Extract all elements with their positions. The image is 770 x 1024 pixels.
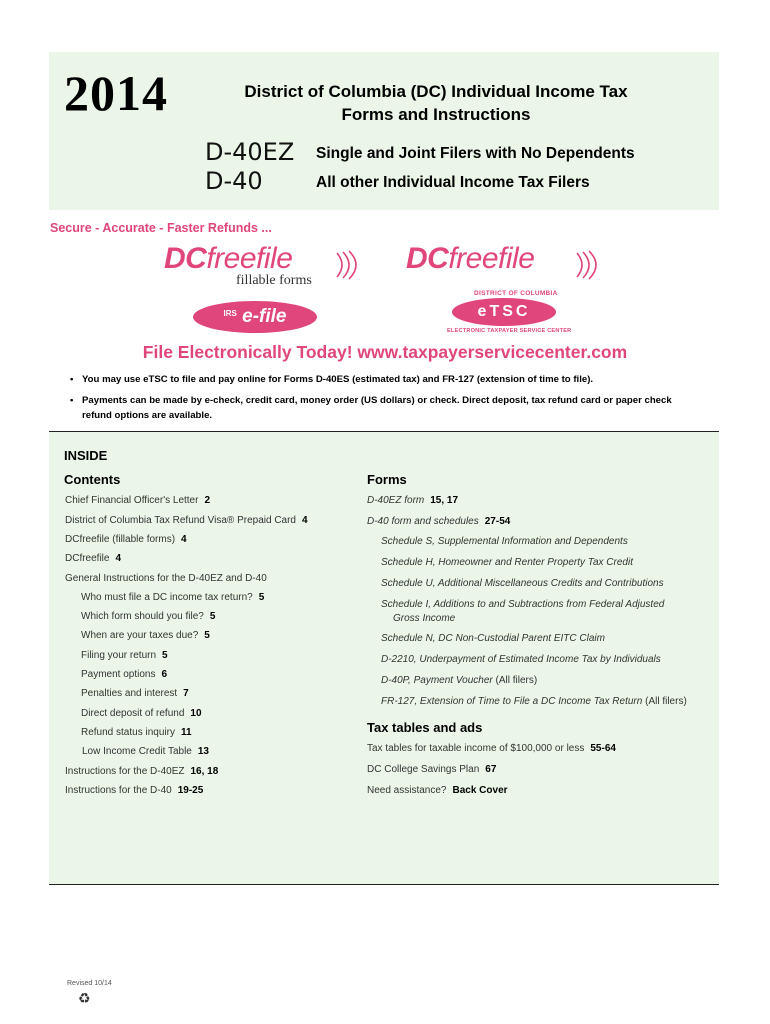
forms-item[interactable]: Schedule U, Additional Miscellaneous Credits and Contributions xyxy=(381,578,664,589)
signal-arcs-icon xyxy=(333,249,369,281)
title-line-2: Forms and Instructions xyxy=(341,105,531,124)
bullet-item: • Payments can be made by e-check, credit card, money order (US dollars) or check. Direct deposit, tax refund card or paper check refund options are available. xyxy=(70,393,690,424)
forms-item[interactable]: Schedule H, Homeowner and Renter Property Tax Credit xyxy=(381,557,633,568)
form-desc-d40: All other Individual Income Tax Filers xyxy=(316,174,590,191)
forms-item[interactable]: D-2210, Underpayment of Estimated Income Tax by Individuals xyxy=(381,654,661,665)
forms-item[interactable]: Schedule S, Supplemental Information and Dependents xyxy=(381,536,628,547)
signal-arcs-icon xyxy=(573,249,609,281)
contents-item[interactable]: When are your taxes due? 5 xyxy=(81,630,210,641)
file-electronically-link[interactable]: File Electronically Today! www.taxpayerservicecenter.com xyxy=(142,342,628,362)
promo-tagline: Secure - Accurate - Faster Refunds ... xyxy=(50,221,272,235)
logo-dc-text: DC xyxy=(406,242,449,275)
forms-heading: Forms xyxy=(367,472,407,487)
logo-freefile-text: freefile xyxy=(448,242,535,275)
contents-item[interactable]: District of Columbia Tax Refund Visa® Prepaid Card 4 xyxy=(65,515,308,526)
contents-item[interactable]: Low Income Credit Table 13 xyxy=(82,746,209,757)
etsc-top-caption: DISTRICT OF COLUMBIA xyxy=(474,290,558,297)
dcfreefile-logo[interactable] xyxy=(406,244,534,274)
contents-item[interactable]: DCfreefile 4 xyxy=(65,553,122,564)
contents-item[interactable]: DCfreefile (fillable forms) 4 xyxy=(65,534,187,545)
recycle-icon: ♻ xyxy=(78,990,91,1006)
tax-tables-item[interactable]: Need assistance? Back Cover xyxy=(367,785,508,796)
title-line-1: District of Columbia (DC) Individual Income Tax xyxy=(244,82,628,101)
contents-heading: Contents xyxy=(64,472,121,487)
etsc-logo[interactable]: eTSC xyxy=(452,298,556,326)
logo-dc-text: DC xyxy=(164,242,207,275)
fillable-forms-caption: fillable forms xyxy=(236,273,312,288)
revised-date: Revised 10/14 xyxy=(67,980,112,987)
bullet-item: • You may use eTSC to file and pay online for Forms D-40ES (estimated tax) and FR-127 (extension of time to file). xyxy=(70,372,690,388)
contents-item[interactable]: General Instructions for the D-40EZ and D-40 xyxy=(65,573,267,584)
contents-item[interactable]: Who must file a DC income tax return? 5 xyxy=(81,592,265,603)
form-code-d40ez: D-40EZ xyxy=(205,138,295,166)
form-desc-d40ez: Single and Joint Filers with No Dependents xyxy=(316,145,635,162)
etsc-bottom-caption: ELECTRONIC TAXPAYER SERVICE CENTER xyxy=(447,328,572,334)
irs-prefix: IRS xyxy=(223,309,237,318)
forms-item-continued: Gross Income xyxy=(393,613,456,624)
contents-item[interactable]: Instructions for the D-40EZ 16, 18 xyxy=(65,766,219,777)
dcfreefile-fillable-logo[interactable] xyxy=(164,244,292,274)
forms-item[interactable]: FR-127, Extension of Time to File a DC Income Tax Return (All filers) xyxy=(381,696,687,707)
document-title xyxy=(206,80,666,126)
logo-freefile-text: freefile xyxy=(206,242,293,275)
forms-item[interactable]: Schedule N, DC Non-Custodial Parent EITC Claim xyxy=(381,633,605,644)
forms-item[interactable]: D-40EZ form 15, 17 xyxy=(367,495,459,506)
forms-item[interactable]: D-40 form and schedules 27-54 xyxy=(367,516,511,527)
tax-tables-item[interactable]: DC College Savings Plan 67 xyxy=(367,764,497,775)
contents-item[interactable]: Chief Financial Officer's Letter 2 xyxy=(65,495,211,506)
efile-text: e-file xyxy=(242,306,287,327)
contents-item[interactable]: Instructions for the D-40 19-25 xyxy=(65,785,204,796)
contents-item[interactable]: Payment options 6 xyxy=(81,669,168,680)
contents-item[interactable]: Penalties and interest 7 xyxy=(81,688,189,699)
forms-item[interactable]: D-40P, Payment Voucher (All filers) xyxy=(381,675,538,686)
contents-item[interactable]: Which form should you file? 5 xyxy=(81,611,216,622)
contents-item[interactable]: Filing your return 5 xyxy=(81,650,168,661)
inside-heading: INSIDE xyxy=(64,448,108,463)
promo-bullets xyxy=(70,372,690,429)
form-code-d40: D-40 xyxy=(205,167,263,195)
tax-tables-heading: Tax tables and ads xyxy=(367,720,483,735)
contents-item[interactable]: Refund status inquiry 11 xyxy=(81,727,192,738)
irs-efile-logo[interactable] xyxy=(193,301,317,333)
tax-year: 2014 xyxy=(64,65,168,121)
forms-item[interactable]: Schedule I, Additions to and Subtractions from Federal Adjusted xyxy=(381,599,665,610)
tax-tables-item[interactable]: Tax tables for taxable income of $100,000 or less 55-64 xyxy=(367,743,616,754)
contents-item[interactable]: Direct deposit of refund 10 xyxy=(81,708,202,719)
